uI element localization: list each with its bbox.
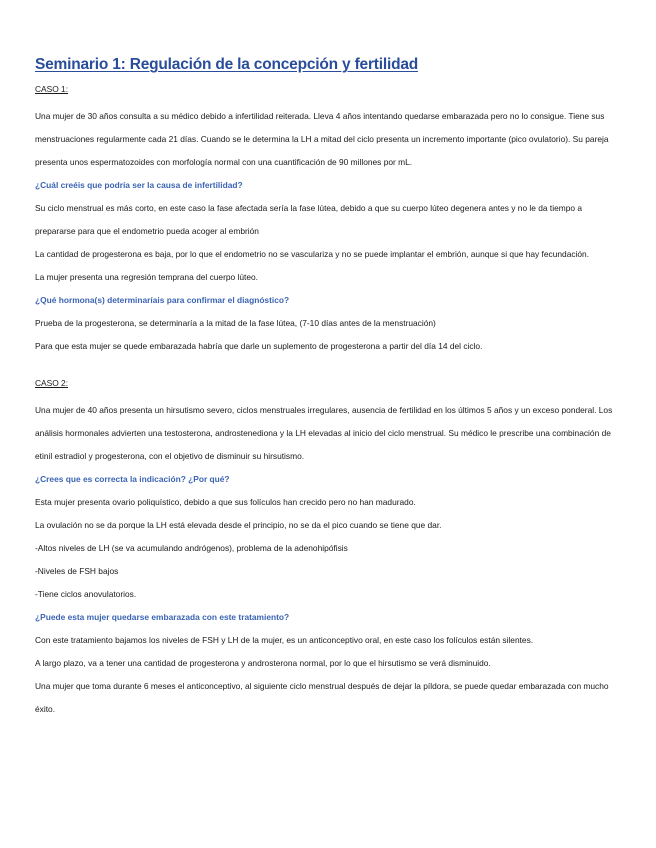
section-spacer	[35, 358, 620, 378]
case-1-answer-1-line: La cantidad de progesterona es baja, por lo que el endometrio no se vasculariza y no se puede implantar el embrión, aunque si que hay fecundación.	[35, 249, 590, 259]
case-1-section	[35, 84, 620, 358]
case-1-label: CASO 1:	[35, 84, 69, 94]
case-2-answer-1-line: -Niveles de FSH bajos	[35, 566, 119, 576]
document-body	[35, 84, 620, 721]
case-2-answer-1-line: -Tiene ciclos anovulatorios.	[35, 589, 137, 599]
case-1-question-2: ¿Qué hormona(s) determinaríais para confirmar el diagnóstico?	[35, 295, 290, 305]
case-2-answer-1-line: Esta mujer presenta ovario poliquístico, debido a que sus folículos han crecido pero no han madurado.	[35, 497, 416, 507]
case-2-label: CASO 2:	[35, 378, 69, 388]
case-1-answer-2-line: Para que esta mujer se quede embarazada habría que darle un suplemento de progesterona a partir del día 14 del ciclo.	[35, 341, 483, 351]
case-2-answer-2-line: A largo plazo, va a tener una cantidad de progesterona y androsterona normal, por lo que el hirsutismo se verá disminuido.	[35, 658, 491, 668]
case-1-intro: Una mujer de 30 años consulta a su médico debido a infertilidad reiterada. Lleva 4 años intentando quedarse embarazada pero no lo consigue. Tiene sus menstruaciones regularmente cada 21 días. Cuando se le determina la LH a mitad del ciclo presenta un incremento importante (pico ovulatorio). Su pareja presenta unos espermatozoides con morfología normal con una cuantificación de 90 millones por mL.	[35, 111, 609, 167]
case-1-question-1: ¿Cuál creéis que podría ser la causa de infertilidad?	[35, 180, 243, 190]
case-1-answer-1-line: Su ciclo menstrual es más corto, en este caso la fase afectada sería la fase lútea, debido a que su cuerpo lúteo degenera antes y no le da tiempo a prepararse para que el endometrio pueda acoger al embrión	[35, 203, 583, 236]
case-2-answer-2-line: Una mujer que toma durante 6 meses el anticonceptivo, al siguiente ciclo menstrual después de dejar la píldora, se puede quedar embarazada con mucho éxito.	[35, 681, 609, 714]
case-2-section	[35, 378, 620, 721]
document-title: Seminario 1: Regulación de la concepción y fertilidad	[35, 56, 419, 73]
case-1-answer-2-line: Prueba de la progesterona, se determinaría a la mitad de la fase lútea, (7-10 días antes de la menstruación)	[35, 318, 436, 328]
case-2-question-1: ¿Crees que es correcta la indicación? ¿Por qué?	[35, 474, 230, 484]
case-2-answer-1-line: -Altos niveles de LH (se va acumulando andrógenos), problema de la adenohipófisis	[35, 543, 348, 553]
case-2-question-2: ¿Puede esta mujer quedarse embarazada con este tratamiento?	[35, 612, 290, 622]
case-2-answer-1-line: La ovulación no se da porque la LH está elevada desde el principio, no se da el pico cuando se tiene que dar.	[35, 520, 442, 530]
case-2-intro: Una mujer de 40 años presenta un hirsutismo severo, ciclos menstruales irregulares, ausencia de fertilidad en los últimos 5 años y un exceso ponderal. Los análisis hormonales advierten una testosterona, androstenediona y la LH elevadas al inicio del ciclo menstrual. Su médico le prescribe una combinación de etinil estradiol y progesterona, con el objetivo de disminuir su hirsutismo.	[35, 405, 613, 461]
case-1-answer-1-line: La mujer presenta una regresión temprana del cuerpo lúteo.	[35, 272, 259, 282]
case-2-answer-2-line: Con este tratamiento bajamos los niveles de FSH y LH de la mujer, es un anticonceptivo oral, en este caso los folículos están silentes.	[35, 635, 534, 645]
